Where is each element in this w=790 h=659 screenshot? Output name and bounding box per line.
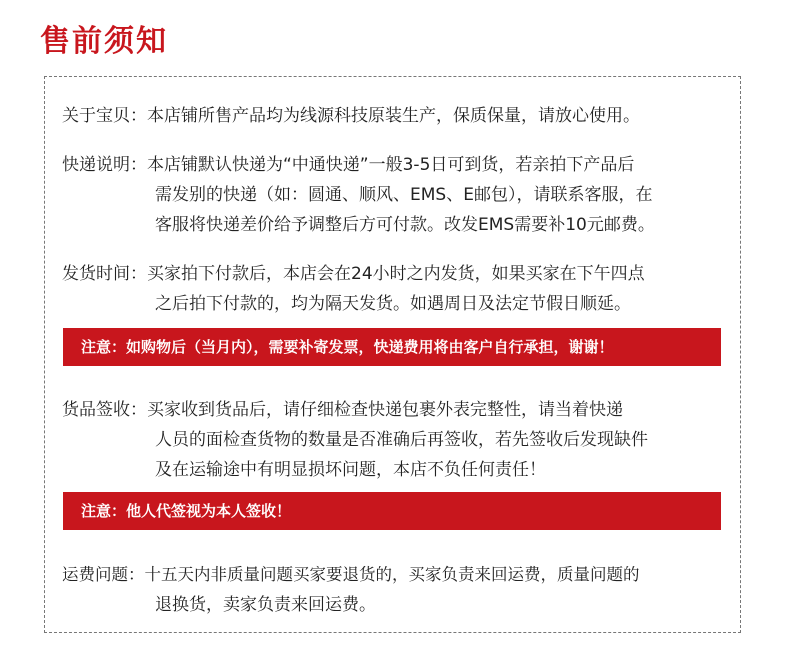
section-dispatch-time xyxy=(62,259,645,289)
section-shipping-fee-line-2: 退换货，卖家负责来回运费。 xyxy=(155,595,376,615)
section-about-product xyxy=(62,101,640,131)
section-text: 本店铺所售产品均为线源科技原装生产，保质保量，请放心使用。 xyxy=(147,106,640,126)
section-text: 买家收到货品后，请仔细检查快递包裹外表完整性，请当着快递 xyxy=(147,400,623,420)
section-label: 发货时间： xyxy=(62,264,147,284)
section-shipping-info-line-2: 需发别的快递（如：圆通、顺风、EMS、E邮包），请联系客服，在 xyxy=(155,185,653,205)
notice-banner-invoice: 注意：如购物后（当月内），需要补寄发票，快递费用将由客户自行承担，谢谢！ xyxy=(63,328,721,366)
section-label: 关于宝贝： xyxy=(62,106,147,126)
section-shipping-info-line-3: 客服将快递差价给予调整后方可付款。改发EMS需要补10元邮费。 xyxy=(155,215,655,235)
section-text: 本店铺默认快递为“中通快递”一般3-5日可到货，若亲拍下产品后 xyxy=(147,155,635,175)
section-shipping-info xyxy=(62,150,634,180)
section-shipping-fee xyxy=(62,560,640,590)
section-text: 十五天内非质量问题买家要退货的，买家负责来回运费，质量问题的 xyxy=(144,565,640,584)
notice-banner-signature: 注意：他人代签视为本人签收！ xyxy=(63,492,721,530)
section-label: 运费问题： xyxy=(62,565,145,584)
section-dispatch-time-line-2: 之后拍下付款的，均为隔天发货。如遇周日及法定节假日顺延。 xyxy=(155,294,631,314)
page-title: 售前须知 xyxy=(40,24,168,59)
section-label: 快递说明： xyxy=(62,155,147,175)
section-label: 货品签收： xyxy=(62,400,147,420)
section-receipt-line-3: 及在运输途中有明显损坏问题，本店不负任何责任！ xyxy=(155,460,546,480)
section-receipt xyxy=(62,395,623,425)
section-receipt-line-2: 人员的面检查货物的数量是否准确后再签收，若先签收后发现缺件 xyxy=(155,430,648,450)
section-text: 买家拍下付款后，本店会在24小时之内发货，如果买家在下午四点 xyxy=(147,264,645,284)
